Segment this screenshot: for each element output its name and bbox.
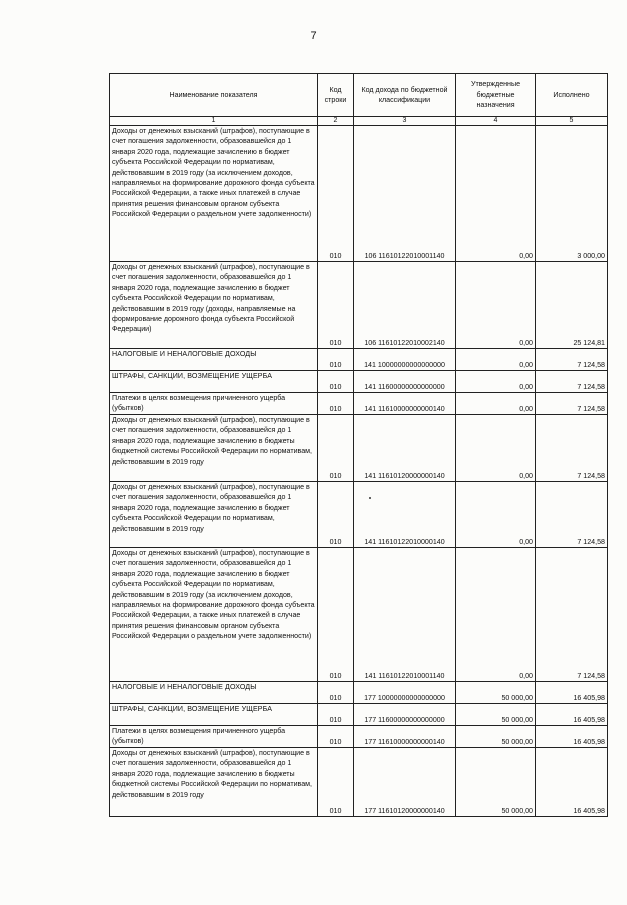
approved-amount-cell: 0,00	[456, 126, 536, 262]
executed-amount-cell: 7 124,58	[536, 349, 608, 371]
classification-code-cell: 106 11610122010002140	[354, 262, 456, 349]
table-row	[110, 262, 608, 349]
line-code-cell: 010	[318, 415, 354, 482]
executed-amount-cell: 16 405,98	[536, 726, 608, 748]
table-row	[110, 415, 608, 482]
page-number: 7	[310, 30, 317, 42]
classification-code-cell: 177 11610000000000140	[354, 726, 456, 748]
column-number: 2	[318, 117, 354, 126]
approved-amount-cell: 0,00	[456, 548, 536, 682]
approved-amount-cell: 50 000,00	[456, 748, 536, 817]
line-code-cell: 010	[318, 262, 354, 349]
indicator-name-cell: ШТРАФЫ, САНКЦИИ, ВОЗМЕЩЕНИЕ УЩЕРБА	[110, 704, 318, 726]
approved-amount-cell: 50 000,00	[456, 726, 536, 748]
table-row	[110, 704, 608, 726]
column-number: 3	[354, 117, 456, 126]
approved-amount-cell: 0,00	[456, 349, 536, 371]
executed-amount-cell: 25 124,81	[536, 262, 608, 349]
indicator-name-cell: ШТРАФЫ, САНКЦИИ, ВОЗМЕЩЕНИЕ УЩЕРБА	[110, 371, 318, 393]
table-row	[110, 371, 608, 393]
line-code-cell: 010	[318, 726, 354, 748]
classification-code-cell: 141 11610122010001140	[354, 548, 456, 682]
table-row	[110, 349, 608, 371]
approved-amount-cell: 0,00	[456, 482, 536, 548]
header-classification-code: Код дохода по бюджетной классификации	[354, 74, 456, 117]
table-row	[110, 726, 608, 748]
column-number: 4	[456, 117, 536, 126]
line-code-cell: 010	[318, 126, 354, 262]
indicator-name-cell: Платежи в целях возмещения причиненного ущерба (убытков)	[110, 726, 318, 748]
table-row	[110, 482, 608, 548]
executed-amount-cell: 7 124,58	[536, 482, 608, 548]
indicator-name-cell: Платежи в целях возмещения причиненного ущерба (убытков)	[110, 393, 318, 415]
executed-amount-cell: 3 000,00	[536, 126, 608, 262]
classification-code-cell: 141 11610000000000140	[354, 393, 456, 415]
approved-amount-cell: 0,00	[456, 262, 536, 349]
classification-code-cell: 177 10000000000000000	[354, 682, 456, 704]
scan-artifact-dot	[369, 497, 371, 499]
executed-amount-cell: 7 124,58	[536, 415, 608, 482]
executed-amount-cell: 16 405,98	[536, 704, 608, 726]
executed-amount-cell: 7 124,58	[536, 393, 608, 415]
budget-revenue-table	[109, 73, 608, 817]
line-code-cell: 010	[318, 393, 354, 415]
header-approved-appropriations: Утвержденные бюджетные назначения	[456, 74, 536, 117]
executed-amount-cell: 16 405,98	[536, 682, 608, 704]
line-code-cell: 010	[318, 349, 354, 371]
classification-code-cell: 177 11600000000000000	[354, 704, 456, 726]
indicator-name-cell: Доходы от денежных взысканий (штрафов), поступающие в счет погашения задолженности, образовавшейся до 1 января 2020 года, подлежащие зачислению в бюджет субъекта Российской Федерации по нормативам, действовавшим в 2019 году (за исключением доходов, направляемых на формирование дорожного фонда субъекта Российской Федерации, а также иных платежей в случае принятия решения финансовым органом субъекта Российской Федерации о раздельном учете задолженности)	[110, 548, 318, 682]
indicator-name-cell: НАЛОГОВЫЕ И НЕНАЛОГОВЫЕ ДОХОДЫ	[110, 682, 318, 704]
classification-code-cell: 106 11610122010001140	[354, 126, 456, 262]
line-code-cell: 010	[318, 748, 354, 817]
indicator-name-cell: НАЛОГОВЫЕ И НЕНАЛОГОВЫЕ ДОХОДЫ	[110, 349, 318, 371]
table-row	[110, 682, 608, 704]
approved-amount-cell: 50 000,00	[456, 682, 536, 704]
table-row	[110, 393, 608, 415]
classification-code-cell: 141 11600000000000000	[354, 371, 456, 393]
executed-amount-cell: 7 124,58	[536, 371, 608, 393]
line-code-cell: 010	[318, 482, 354, 548]
line-code-cell: 010	[318, 548, 354, 682]
indicator-name-cell: Доходы от денежных взысканий (штрафов), поступающие в счет погашения задолженности, образовавшейся до 1 января 2020 года, подлежащие зачислению в бюджет субъекта Российской Федерации по нормативам, действовавшим в 2019 году	[110, 482, 318, 548]
line-code-cell: 010	[318, 682, 354, 704]
column-numbers-row	[110, 117, 608, 126]
table-row	[110, 126, 608, 262]
header-indicator-name: Наименование показателя	[110, 74, 318, 117]
classification-code-cell: 141 11610122010000140	[354, 482, 456, 548]
approved-amount-cell: 0,00	[456, 393, 536, 415]
column-number: 5	[536, 117, 608, 126]
indicator-name-cell: Доходы от денежных взысканий (штрафов), поступающие в счет погашения задолженности, образовавшейся до 1 января 2020 года, подлежащие зачислению в бюджеты бюджетной системы Российской Федерации по нормативам, действовавшим в 2019 году	[110, 748, 318, 817]
indicator-name-cell: Доходы от денежных взысканий (штрафов), поступающие в счет погашения задолженности, образовавшейся до 1 января 2020 года, подлежащие зачислению в бюджеты бюджетной системы Российской Федерации по нормативам, действовавшим в 2019 году	[110, 415, 318, 482]
table-row	[110, 548, 608, 682]
classification-code-cell: 177 11610120000000140	[354, 748, 456, 817]
classification-code-cell: 141 10000000000000000	[354, 349, 456, 371]
executed-amount-cell: 16 405,98	[536, 748, 608, 817]
approved-amount-cell: 50 000,00	[456, 704, 536, 726]
column-number: 1	[110, 117, 318, 126]
approved-amount-cell: 0,00	[456, 415, 536, 482]
executed-amount-cell: 7 124,58	[536, 548, 608, 682]
line-code-cell: 010	[318, 704, 354, 726]
indicator-name-cell: Доходы от денежных взысканий (штрафов), поступающие в счет погашения задолженности, образовавшейся до 1 января 2020 года, подлежащие зачислению в бюджет субъекта Российской Федерации по нормативам, действовавшим в 2019 году (доходы, направляемые на формирование дорожного фонда субъекта Российской Федерации)	[110, 262, 318, 349]
line-code-cell: 010	[318, 371, 354, 393]
table-header-row	[110, 74, 608, 117]
indicator-name-cell: Доходы от денежных взысканий (штрафов), поступающие в счет погашения задолженности, образовавшейся до 1 января 2020 года, подлежащие зачислению в бюджет субъекта Российской Федерации по нормативам, действовавшим в 2019 году (за исключением доходов, направляемых на формирование дорожного фонда субъекта Российской Федерации, а также иных платежей в случае принятия решения финансовым органом субъекта Российской Федерации о раздельном учете задолженности)	[110, 126, 318, 262]
header-line-code: Код строки	[318, 74, 354, 117]
table-row	[110, 748, 608, 817]
approved-amount-cell: 0,00	[456, 371, 536, 393]
classification-code-cell: 141 11610120000000140	[354, 415, 456, 482]
header-executed: Исполнено	[536, 74, 608, 117]
